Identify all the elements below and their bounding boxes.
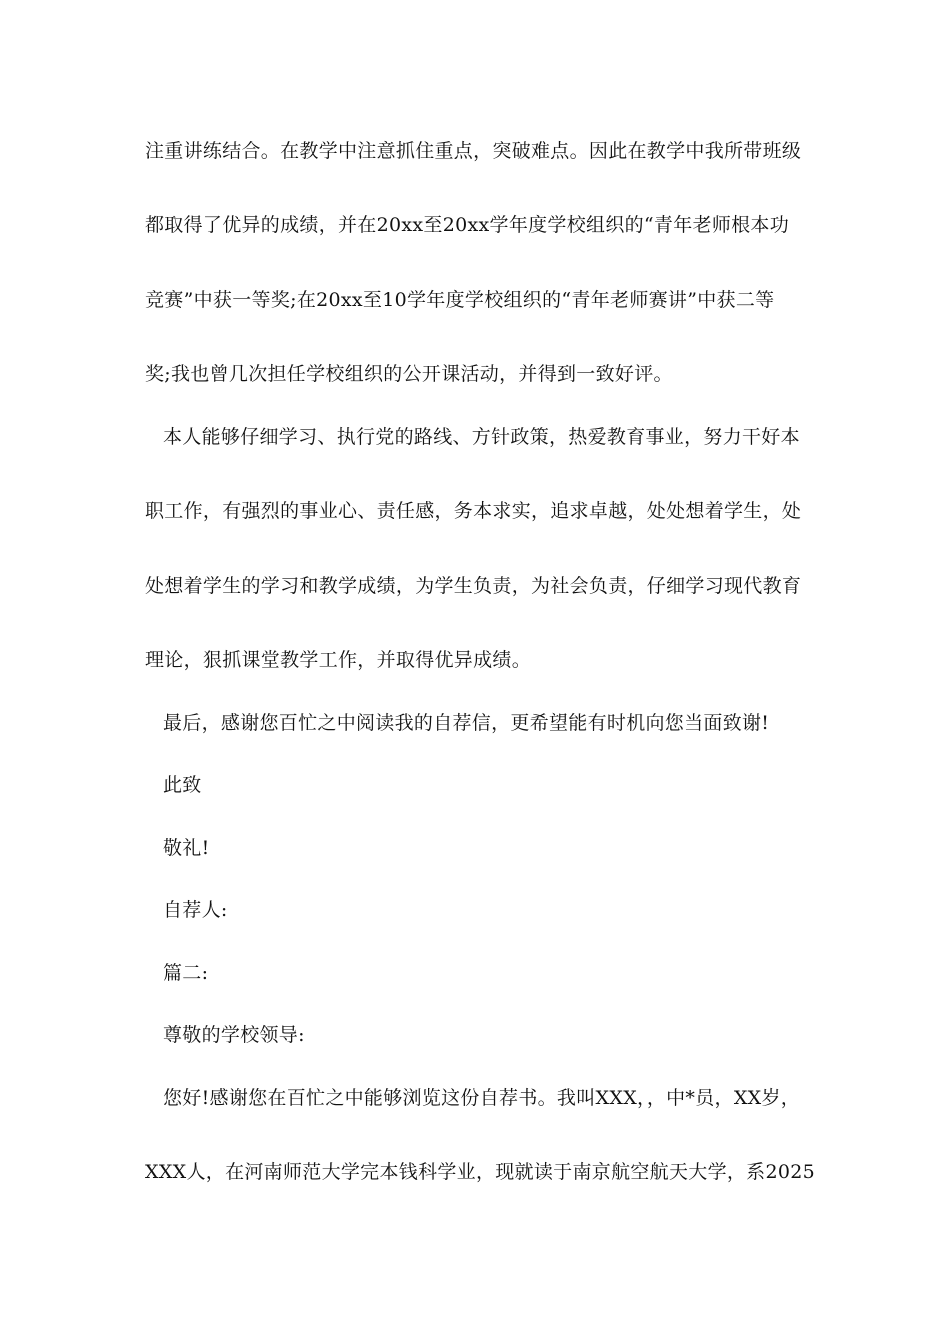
signature-line: 自荐人: — [163, 899, 228, 921]
text-line: 理论，狠抓课堂教学工作，并取得优异成绩。 — [145, 649, 532, 671]
greeting-line: 尊敬的学校领导: — [163, 1024, 305, 1046]
text-line: 都取得了优异的成绩，并在20xx至20xx学年度学校组织的“青年老师根本功 — [145, 214, 790, 236]
section-heading: 篇二: — [163, 962, 209, 984]
text-line: 注重讲练结合。在教学中注意抓住重点，突破难点。因此在教学中我所带班级 — [145, 140, 802, 162]
closing-line: 最后，感谢您百忙之中阅读我的自荐信，更希望能有时机向您当面致谢! — [163, 712, 770, 734]
text-line: 本人能够仔细学习、执行党的路线、方针政策，热爱教育事业，努力干好本 — [163, 426, 800, 448]
text-line: 处想着学生的学习和教学成绩，为学生负责，为社会负责，仔细学习现代教育 — [145, 575, 802, 597]
text-line: 奖;我也曾几次担任学校组织的公开课活动，并得到一致好评。 — [145, 363, 673, 385]
salutation-line: 敬礼! — [163, 837, 210, 859]
text-line: 职工作，有强烈的事业心、责任感，务本求实，追求卓越，处处想着学生，处 — [145, 500, 802, 522]
salutation-line: 此致 — [163, 774, 202, 796]
text-line: 竞赛”中获一等奖;在20xx至10学年度学校组织的“青年老师赛讲”中获二等 — [145, 289, 775, 311]
text-line: 您好!感谢您在百忙之中能够浏览这份自荐书。我叫XXX，，中*员，XX岁， — [163, 1087, 801, 1109]
text-line: XXX人，在河南师范大学完本钱科学业，现就读于南京航空航天大学，系2025 — [145, 1161, 816, 1183]
